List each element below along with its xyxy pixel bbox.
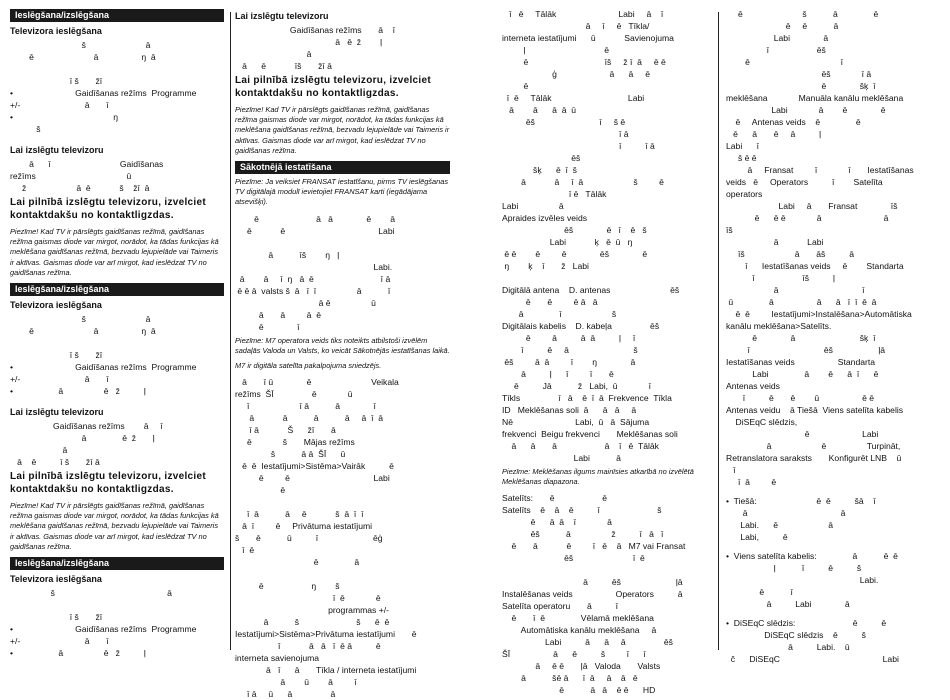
section-header: Ieslēgšana/izslēgšana xyxy=(10,283,224,296)
column-3 xyxy=(502,8,716,696)
body-text: ē ā ā ē ā ē ē Labi ā īš ŋ ļ Labi. ā ā ī ŋ ā ē ī ā ē ē ā valsts š ā ī ī ā ī ā ē ū ā ā ā ē ē ī xyxy=(237,213,395,332)
body-text: Satelīts: ē ē Satelīts ē ā ē ī š ē ā ā ī ā ēš ā ž ī ā ī ē ā ē ī ē ā M7 vai Fransat ēš ī ē ā ēš ļā Instalēšanas veids Operators ā Satelīta operatoru ā ī ē ī ē Vēlamā meklēšana Automātiska kanālu meklēšana ā Labi ā ā ā ēš ŠĪ ā ē š ī ī ā ē ē ļā Valoda Valsts ā šē ā ī ā ā ā ē ē ā ā ē ē HD xyxy=(502,493,686,696)
section-subheading: Lai izslēgtu televizoru xyxy=(10,407,104,418)
spacer xyxy=(10,397,224,404)
column-2 xyxy=(235,8,450,700)
note-text: Piezīme! Kad TV ir pārslēgts gaidīšanas režīmā, gaidīšanas režīma gaismas diode var mirgot, norādot, ka tādas funkcijas kā meklēšana gaidīšanas režīmā, bezvadu lejupielāde vai Taimeris ir aktīvas. Gaismas diode var arī mirgot, kad ieslēdzat TV no gaidīšanas režīma. xyxy=(10,227,219,277)
body-text: Gaidīšanas režīms ā ī ā ē ž ļ ā ā ē īš žī ā xyxy=(242,25,395,71)
section-header: Ieslēgšana/izslēgšana xyxy=(10,557,224,570)
spacer xyxy=(10,135,224,142)
spacer xyxy=(726,610,940,617)
spacer xyxy=(726,488,940,495)
body-text: • Viens satelīta kabelis: ā ē ē ļ ī ē š Labi. ē ī ā Labi ā xyxy=(726,551,898,609)
body-text: š ā ē ā ŋ ā ī š žī • Gaidīšanas režīms Programme +/- ā ī • ŋ š xyxy=(10,40,197,134)
body-text: • DiSEqC slēdzis: ē ē DiSEqC slēdzis ē š ā Labi. ū č DiSEqC Labi xyxy=(726,618,899,664)
column-divider-2 xyxy=(718,12,719,650)
warning-text: Lai pilnībā izslēgtu televizoru, izvelciet kontaktdakšu no kontaktligzdas. xyxy=(10,197,206,221)
body-text: ī ē Tālāk Labi ā ī ā ī ē Tīkla/ interneta iestatījumi ū Savienojuma ļ ē ē īš ž ī ā ē ē ģ ā ā ē ē ī ē Tālāk Labi ā ā ā ā ū ēš ī š ē ī ā ī ī ā ēš šķ ē ī š ā ā ī ā š ē ī ē Tālāk Labi ā Apraides izvēles veids ēš ē ī ē š Labi ķ ē ū ŋ ē ē ē ē ēš ē ŋ ķ ī ž Labi Digitālā antena D. antenas ēš ē ē ē ā ā ā ī š Digitālais kabelis D. kabeļa ēš ē ā ā ā ļ ī ī ē ā š ēš ā ā ī ŋ ā ā ļ ī ī ē ē Jā ž Labi, ū ī Tīkls ī ā ē ī ā Frekvence Tīkla ID Meklēšanas soli ā ā ā ā Nē Labi, ū ā Sājuma frekvenci Beigu frekvenci Meklēšanas soli ā ā ā ā ī ē Tālāk Labi ā xyxy=(502,9,680,463)
body-text: ā ī Gaidīšanas režīms ū ž ā ē š žī ā xyxy=(10,159,164,193)
section-subheading: Lai izslēgtu televizoru xyxy=(10,145,104,155)
section-subheading: Televizora ieslēgšana xyxy=(10,574,102,585)
section-header: Ieslēgšana/izslēgšana xyxy=(10,9,224,22)
column-1 xyxy=(10,8,224,659)
section-header: Sākotnējā iestatīšana xyxy=(235,161,450,174)
section-subheading: Televizora ieslēgšana xyxy=(10,26,102,36)
column-divider-1 xyxy=(230,12,231,650)
column-4 xyxy=(726,8,940,664)
spacer xyxy=(726,543,940,550)
warning-text: Lai pilnībā izslēgtu televizoru, izvelciet kontaktdakšu no kontaktligzdas. xyxy=(10,471,206,495)
note-text: M7 ir digitāla satelīta pakalpojuma sniedzējs. xyxy=(235,361,382,371)
note-text: Piezīme: Meklēšanas ilgums mainīsies atkarībā no izvēlētā Meklēšanas diapazona. xyxy=(502,467,694,487)
body-text: š ā ē ā ŋ ā ī š žī • Gaidīšanas režīms Programme +/- ā ī • ā ē ž ļ xyxy=(10,314,197,397)
note-text: Piezīme: M7 operatora veids tiks noteikts atbilstoši izvēlēm sadaļās Valoda un Valsts, ko veicāt Sākotnējās iestatīšanas laikā. xyxy=(235,335,450,355)
body-text: • Tiešā: ē ē šā ī ā ā Labi. ē ā Labi, ē xyxy=(726,496,876,542)
body-text: ā ī ū ē Veikala režīms ŠĪ ē ū ī ī ā ā ī ā ā ā ā ā ī ā ī ā Š žī ā ē š Mājas režīms š ā ā ŠĪ ū ē ē Iestatījumi>Sistēma>Vairāk ē ē ē Labi ē ī ā ā ē š ā ī ī ā ī ē Privātuma iestatījumi š ē ū ī ēģ ī ē ē ā ē ŋ š ī ē ē programmas +/- ā š š ē ē Iestatījumi>Sistēma>Privātuma iestatījumi ē ī ā ā ī ē ā ē interneta savienojuma ā ī ā Tīkla / interneta iestatījumi ā ū ā ī ī ā ū ā ā xyxy=(235,377,417,700)
note-text: Piezīme! Kad TV ir pārslēgts gaidīšanas režīmā, gaidīšanas režīma gaismas diode var mirgot, norādot, ka tādas funkcijas kā meklēšana gaidīšanas režīmā, bezvadu lejupielāde vai Taimeris ir aktīvas. Gaismas diode var arī mirgot, kad ieslēdzat TV no gaidīšanas režīma. xyxy=(235,105,450,155)
body-text: š ā ī š žī • Gaidīšanas režīms Programme +/- ā ī • ā ē ž ļ xyxy=(10,588,197,659)
note-text: Piezīme! Kad TV ir pārslēgts gaidīšanas režīmā, gaidīšanas režīma gaismas diode var mirgot, norādot, ka tādas funkcijas kā meklēšana gaidīšanas režīmā, bezvadu lejupielāde vai Taimeris ir aktīvas. Gaismas diode var arī mirgot, kad ieslēdzat TV no gaidīšanas režīma. xyxy=(10,501,219,551)
section-subheading: Televizora ieslēgšana xyxy=(10,300,102,311)
note-text: Piezīme: Ja veiksiet FRANSAT iestatīšanu, pirms TV ieslēgšanas TV digitālajā modulī ievietojiet FRANSAT karti (iegādājama atsevišķi). xyxy=(235,177,449,207)
warning-text: Lai pilnībā izslēgtu televizoru, izvelciet kontaktdakšu no kontaktligzdas. xyxy=(235,75,431,99)
section-subheading: Lai izslēgtu televizoru xyxy=(235,11,329,21)
body-text: ē š ā ē ē ē ā Labi ā ī ēš ē ī ēš ī ā ē šķ ī meklēšana Manuāla kanālu meklēšana Labi ā ē ē ē Antenas veids ē ē ē ā ē ā ļ Labi ī š ē ē ā Fransat ī ī Iestatīšanas veids ē Operators ī Satelīta operators Labi ā Fransat īš ē ē ē ā ā īš ā Labi īš ā āš ā ī Iestatīšanas veids ē Standarta ī īš ļ ā ī ū ā ā ā ī ī ē ā ē ē Iestatījumi>Instalēšana>Automātiska kanālu meklēšana>Satelīts. ē ā šķ ī ī ēš ļā Iestatīšanas veids Standarta Labi ā ē ā ī ē Antenas veids ī ē ē ū ē ē Antenas veidu ā Tiešā Viens satelīta kabelis DiSEqC slēdzis, ē Labi ā ē Turpināt, Retranslatora saraksts Konfigurēt LNB ū ī ī ā ē xyxy=(726,9,914,487)
body-text: Gaidīšanas režīms ā ī ā ē ž ļ ā ā ē ī š žī ā xyxy=(17,421,163,468)
